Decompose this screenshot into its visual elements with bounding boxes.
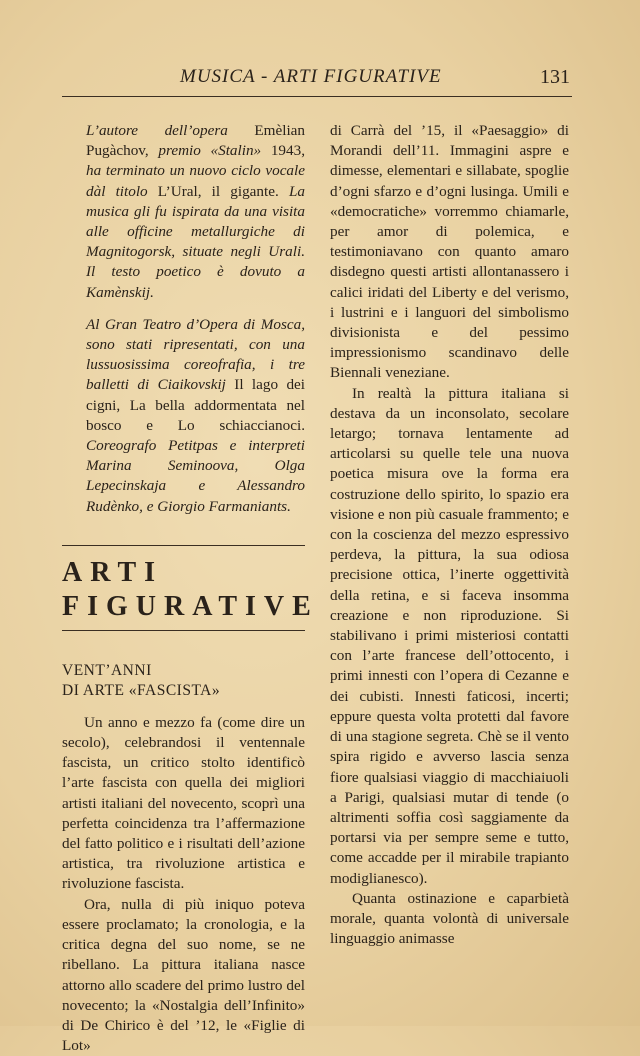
section-title-line2: FIGURATIVE xyxy=(62,590,319,622)
section-title-line1: ARTI xyxy=(62,556,164,588)
section-heading xyxy=(62,545,319,631)
article-paragraph: Un anno e mezzo fa (come dire un secolo), celebrandosi il ventennale fascista, un critico stolto identificò l’arte fascista con quella dei migliori artisti italiani del novecento, scoprì una perfetta coincidenza tra l’affermazione del fatto politico e i risultati dell’azione artistica, tra rivoluzione artistica e rivoluzione fascista. xyxy=(62,713,305,893)
article-subheading xyxy=(62,661,305,701)
running-title: MUSICA - ARTI FIGURATIVE xyxy=(180,66,442,87)
header-rule xyxy=(62,96,572,97)
subheading-line1: VENT’ANNI xyxy=(62,661,152,679)
music-note-ballets: Al Gran Teatro d’Opera di Mosca, sono stati ripresentati, con una lussuosissima coreofrafia, i tre balletti di Ciaikovskij Il lago dei cigni, La bella addormentata nel bosco e Lo schiaccianoci. Coreografo Petitpas e interpreti Marina Seminoova, Olga Lepecinskaja e Alessandro Rudènko, e Giorgio Farmaniants. xyxy=(86,315,305,515)
page-header xyxy=(62,66,572,96)
subheading-line2: DI ARTE «FASCISTA» xyxy=(62,681,221,699)
article-paragraph: Ora, nulla di più iniquo poteva essere proclamato; la cronologia, e la critica degna del suo nome, se ne ribellano. La pittura italiana nasce attorno allo scadere del primo lustro del novecento; la «Nostalgia dell’Infinito» di De Chirico è del ’12, le «Figlie di Lot» xyxy=(62,895,305,1055)
article-paragraph: In realtà la pittura italiana si destava da un inconsolato, secolare letargo; tornava lentamente ad articolarsi su quelle tele una nuova poetica misura ove la forma era costruzione dello spirito, lo spazio era visione e non più casuale frammento; e con la coscienza del mezzo espressivo perdeva, la pittura, la sua odiosa precisione ottica, l’inerte oggettività della retina, e si faceva insomma creazione e non riproduzione. Si stabilivano i primi misteriosi contatti con l’arte francese dell’ottocento, i primi innesti con l’opera di Cezanne e dei cubisti. Innesti faticosi, incerti; eppure questa volta protetti dal favore di una stagione segreta. Chè se il vento spira rigido e avverso lascia senza fiore qualsiasi viaggio di macchiaiuoli a Parigi, qualsiasi mutar di tende (o altrimenti soffia così saggiamente da portarsi via per sempre seme e tutto, come accadde per il mirabile trapianto modiglianesco). xyxy=(330,384,569,887)
article-paragraph: di Carrà del ’15, il «Paesaggio» di Morandi dell’11. Immagini aspre e dimesse, elementari e sillabate, spoglie d’ogni sfarzo e d’ogni lusinga. Umili e «democratiche» vorremmo chiamarle, per amor di polemica, e testimoniavano con quanto amaro disdegno questi artisti allontanassero i calici iridati del Liberty e del verismo, i lustrini e i languori del simbolismo divisionista e del pessimo impressionismo scandinavo delle Biennali veneziane. xyxy=(330,122,569,382)
left-column xyxy=(62,121,319,1056)
music-note-ural: L’autore dell’opera Emèlian Pugàchov, premio «Stalin» 1943, ha terminato un nuovo ciclo vocale dàl titolo L’Ural, il gigante. La musica gli fu ispirata da una visita alle officine metallurgiche di Magnitogorsk, situate negli Urali. Il testo poetico è dovuto a Kamènskij. xyxy=(86,122,305,301)
right-column xyxy=(330,121,569,949)
article-paragraph: Quanta ostinazione e caparbietà morale, quanta volontà di universale linguaggio animasse xyxy=(330,889,569,948)
page-number: 131 xyxy=(540,66,570,88)
